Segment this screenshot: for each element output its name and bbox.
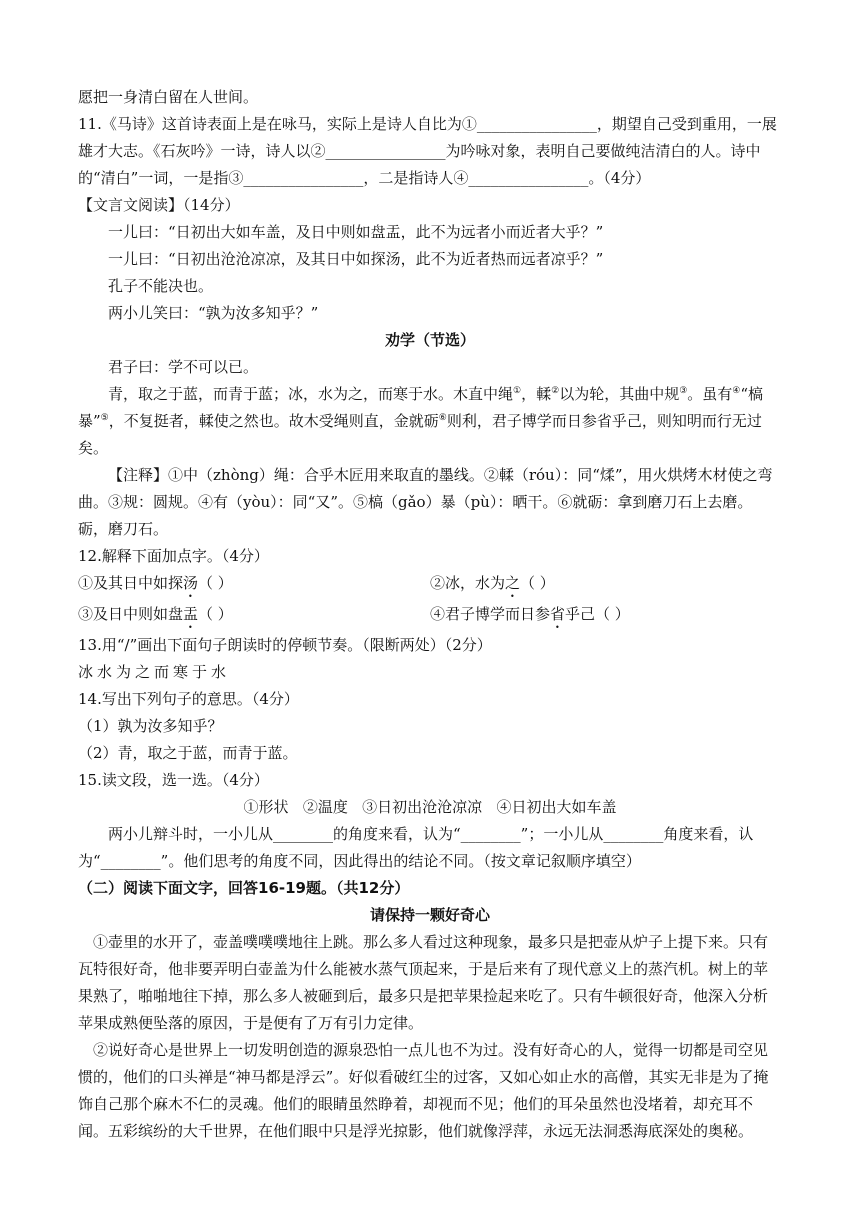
quanxue-paragraph: 青，取之于蓝，而青于蓝；冰，水为之，而寒于水。木直中绳①，輮②以为轮，其曲中规③。虽有④“槁暴”⑤，不复挺者，輮使之然也。故木受绳则直，金就砺⑥则利，君子博学而日参省乎己，则知明而行无过矣。 — [78, 385, 764, 457]
section-heading-classical: 【文言文阅读】（14分） — [78, 196, 240, 214]
question-14: 14.写出下列句子的意思。（4分） — [78, 690, 299, 708]
curiosity-paragraph-1: ①壶里的水开了，壶盖噗噗噗地往上跳。那么多人看过这种现象，最多只是把壶从炉子上提下来。只有瓦特很好奇，他非要弄明白壶盖为什么能被水蒸气顶起来，于是后来有了现代意义上的蒸汽机。树上的苹果熟了，啪啪地往下掉，那么多人被砸到后，最多只是把苹果捡起来吃了。只有牛顿很好奇，他深入分析苹果成熟便坠落的原因，于是便有了万有引力定律。 — [78, 933, 769, 1032]
question-12: 12.解释下面加点字。（4分） — [78, 547, 269, 565]
question-11: 11.《马诗》这首诗表面上是在咏马，实际上是诗人自比为①________________，期望自己受到重用，一展雄才大志。《石灰吟》一诗，诗人以②________________为吟咏对象，表明自己要做纯洁清白的人。诗中的“清白”一词，一是指③________________，二是指诗人④________________。（4分） — [78, 115, 777, 187]
title-curiosity: 请保持一颗好奇心 — [369, 906, 490, 924]
exam-page — [78, 84, 782, 1145]
q12-item-1: ①及其日中如探汤（ ） — [78, 574, 233, 592]
reading-line-2: 一儿曰：“日初出沧沧凉凉，及其日中如探汤，此不为近者热而远者凉乎？” — [108, 250, 604, 268]
question-14-item-1: （1）孰为汝多知乎？ — [78, 717, 223, 735]
q12-row-1 — [78, 570, 782, 601]
annotation-note: 【注释】①中（zhòng）绳：合乎木匠用来取直的墨线。②輮（róu）：同“煣”，用火烘烤木材使之弯曲。③规：圆规。④有（yòu）：同“又”。⑤槁（gǎo）暴（pù）：晒干。⑥就砺：拿到磨刀石上去磨。砺，磨刀石。 — [78, 466, 773, 538]
question-13-sentence: 冰水为之而寒于水 — [78, 663, 231, 681]
question-15: 15.读文段，选一选。（4分） — [78, 771, 269, 789]
reading-line-4: 两小儿笑曰：“孰为汝多知乎？” — [108, 304, 319, 322]
q12-item-4: ④君子博学而日参省乎己（ ） — [430, 605, 630, 623]
reading-line-1: 一儿曰：“日初出大如车盖，及日中则如盘盂，此不为远者小而近者大乎？” — [108, 223, 604, 241]
section-heading-2: （二）阅读下面文字，回答16-19题。（共12分） — [78, 879, 410, 897]
question-14-item-2: （2）青，取之于蓝，而青于蓝。 — [78, 744, 298, 762]
q12-item-3: ③及日中则如盘盂（ ） — [78, 605, 233, 623]
question-15-body: 两小儿辩斗时，一小儿从________的角度来看，认为“________”；一小儿从________角度来看，认为“________”。他们思考的角度不同，因此得出的结论不同。（按文章记叙顺序填空） — [78, 825, 754, 870]
q12-row-2 — [78, 601, 782, 632]
quanxue-line-1: 君子曰：学不可以已。 — [108, 358, 259, 376]
question-15-options: ①形状 ②温度 ③日初出沧沧凉凉 ④日初出大如车盖 — [243, 798, 617, 816]
curiosity-paragraph-2: ②说好奇心是世界上一切发明创造的源泉恐怕一点儿也不为过。没有好奇心的人，觉得一切都是司空见惯的，他们的口头禅是“神马都是浮云”。好似看破红尘的过客，又如心如止水的高僧，其实无非是为了掩饰自己那个麻木不仁的灵魂。他们的眼睛虽然睁着，却视而不见；他们的耳朵虽然也没堵着，却充耳不闻。五彩缤纷的大千世界，在他们眼中只是浮光掠影，他们就像浮萍，永远无法洞悉海底深处的奥秘。 — [78, 1041, 769, 1140]
reading-line-3: 孔子不能决也。 — [108, 277, 214, 295]
title-quanxue: 劝学（节选） — [384, 331, 475, 349]
q12-item-2: ②冰，水为之（ ） — [430, 574, 555, 592]
poem-line: 愿把一身清白留在人世间。 — [78, 88, 259, 106]
question-13: 13.用“/”画出下面句子朗读时的停顿节奏。（限断两处）（2分） — [78, 636, 492, 654]
